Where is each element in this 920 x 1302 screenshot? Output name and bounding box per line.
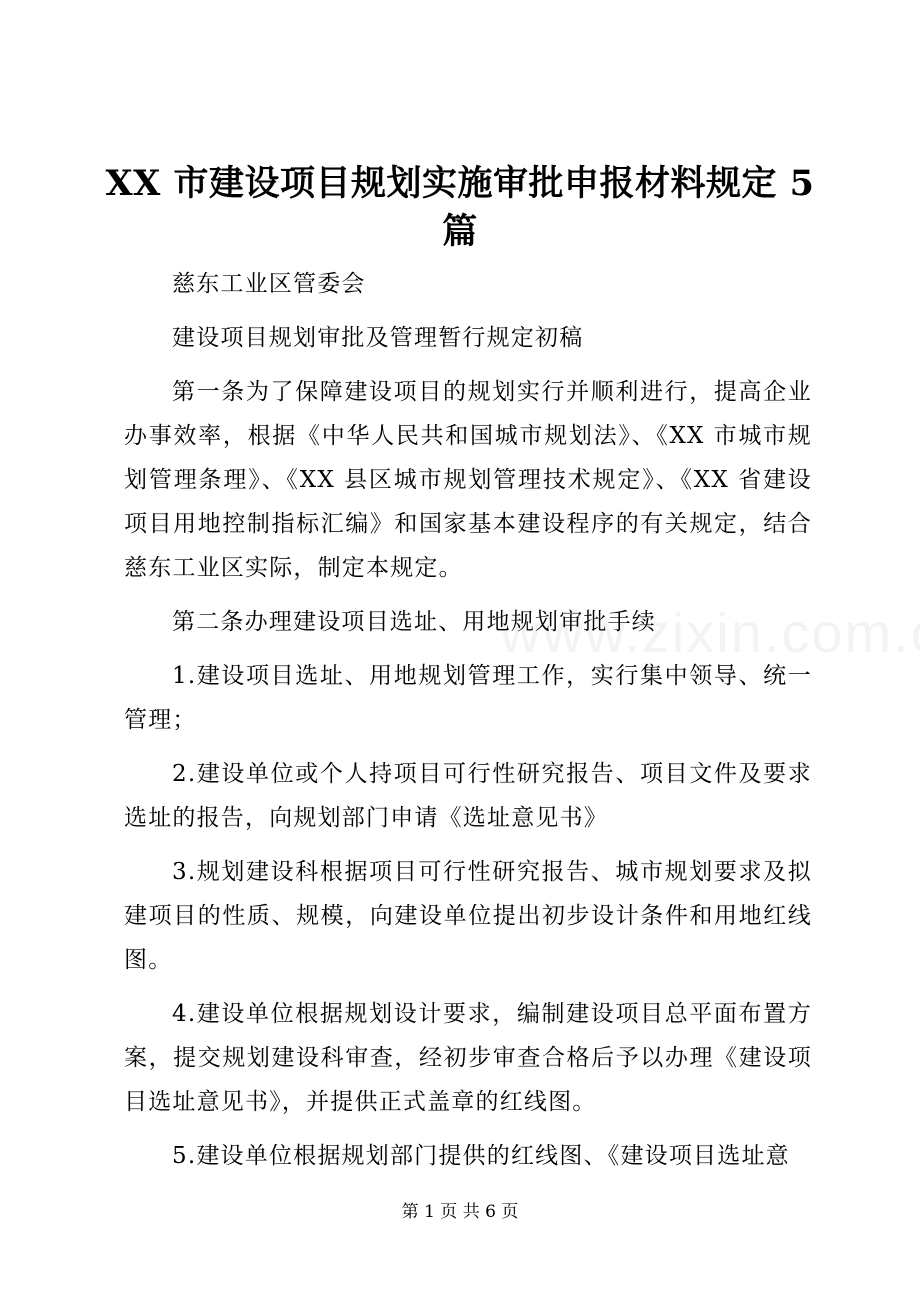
- document-body: [124, 262, 812, 1178]
- watermark: [500, 600, 920, 665]
- paragraph-item-3: 3.规划建设科根据项目可行性研究报告、城市规划要求及拟建项目的性质、规模，向建设单位提出初步设计条件和用地红线图。: [124, 859, 812, 973]
- paragraph-item-5: 5.建设单位根据规划部门提供的红线图、《建设项目选址意: [172, 1143, 790, 1169]
- paragraph-subtitle: 建设项目规划审批及管理暂行规定初稿: [172, 325, 584, 351]
- paragraph-organization: 慈东工业区管委会: [172, 271, 366, 297]
- paragraph-item-4: 4.建设单位根据规划设计要求，编制建设项目总平面布置方案，提交规划建设科审查，经初步审查合格后予以办理《建设项目选址意见书》，并提供正式盖章的红线图。: [124, 1001, 812, 1115]
- paragraph-item-1: 1.建设项目选址、用地规划管理工作，实行集中领导、统一管理；: [124, 663, 812, 733]
- paragraph-article-1: 第一条为了保障建设项目的规划实行并顺利进行，提高企业办事效率，根据《中华人民共和国城市规划法》、《XX 市城市规划管理条理》、《XX 县区城市规划管理技术规定》、《XX 省建设项目用地控制指标汇编》和国家基本建设程序的有关规定，结合慈东工业区实际，制定本规定。: [124, 379, 812, 581]
- page-footer: 第 1 页 共 6 页: [401, 1202, 519, 1222]
- paragraph-article-2: 第二条办理建设项目选址、用地规划审批手续: [172, 609, 656, 635]
- document-title: XX 市建设项目规划实施审批申报材料规定 5 篇: [105, 163, 815, 252]
- paragraph-item-2: 2.建设单位或个人持项目可行性研究报告、项目文件及要求选址的报告，向规划部门申请《选址意见书》: [124, 761, 812, 831]
